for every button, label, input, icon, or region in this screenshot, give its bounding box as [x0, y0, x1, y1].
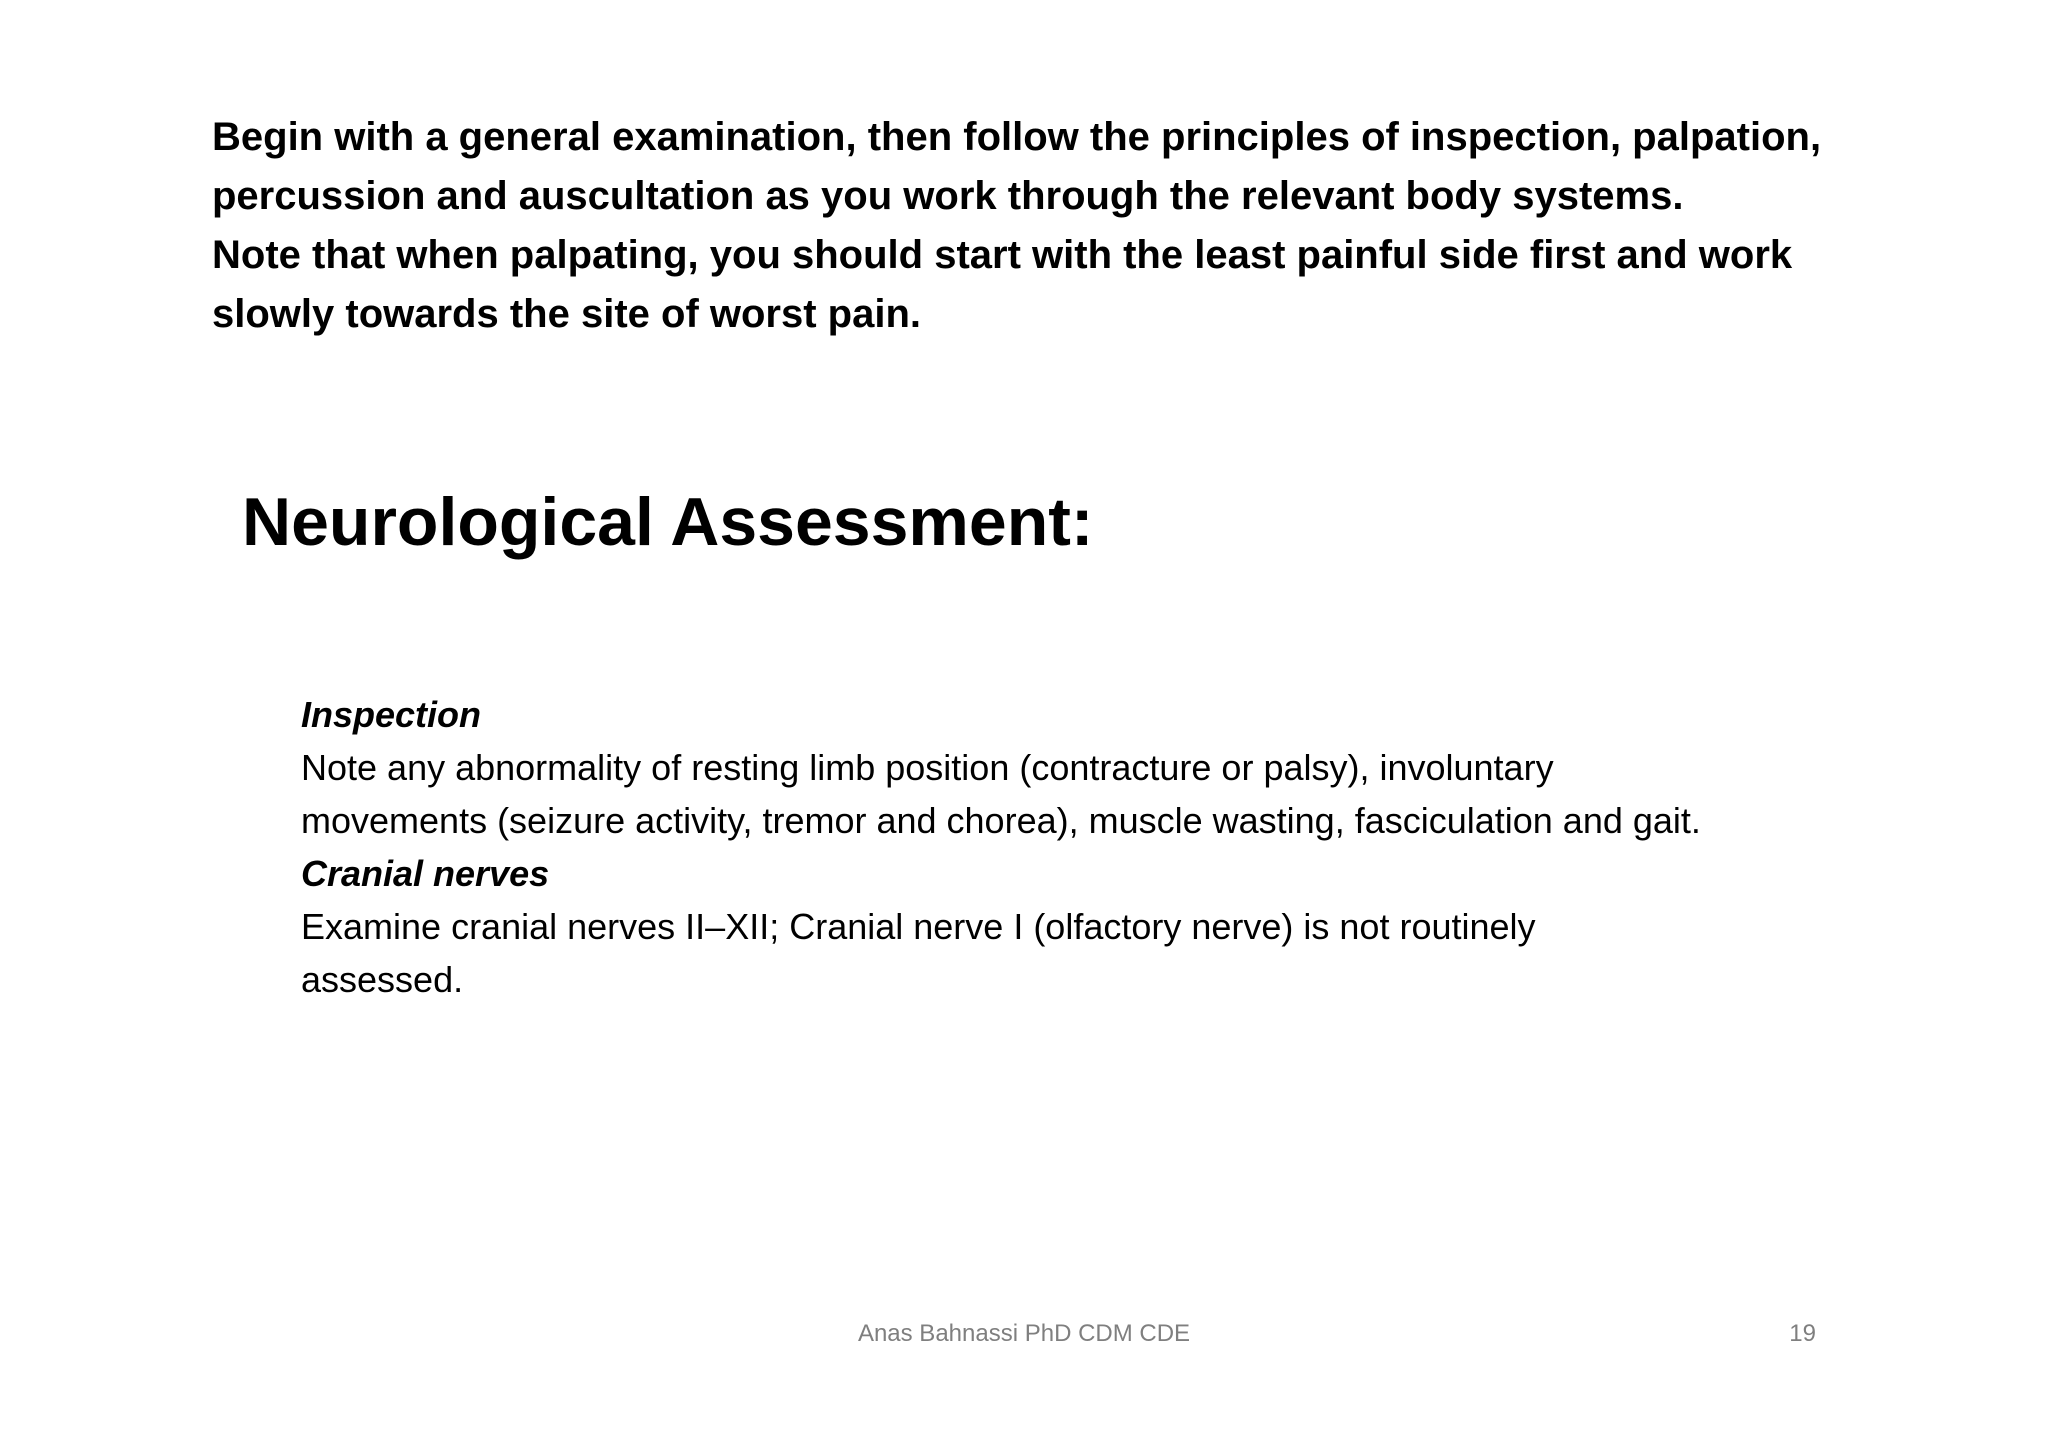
- footer-author: Anas Bahnassi PhD CDM CDE: [857, 1320, 1191, 1347]
- assessment-content: [301, 688, 1901, 1006]
- page-number: 19: [1789, 1320, 1816, 1347]
- inspection-text: Note any abnormality of resting limb position (contracture or palsy), involuntary movements (seizure activity, tremor and chorea), muscle wasting, fasciculation and gait.: [301, 747, 1701, 841]
- inspection-subheading: Inspection: [301, 694, 482, 735]
- intro-text: [212, 108, 1852, 344]
- intro-paragraph: Begin with a general examination, then follow the principles of inspection, palpation, percussion and auscultation as you work through the relevant body systems.: [212, 115, 1822, 218]
- intro-paragraph: Note that when palpating, you should start with the least painful side first and work slowly towards the site of worst pain.: [212, 233, 1793, 336]
- cranial-nerves-text: Examine cranial nerves II–XII; Cranial nerve I (olfactory nerve) is not routinely assessed.: [301, 906, 1536, 1000]
- section-heading: Neurological Assessment:: [242, 484, 1094, 560]
- cranial-nerves-subheading: Cranial nerves: [301, 853, 550, 894]
